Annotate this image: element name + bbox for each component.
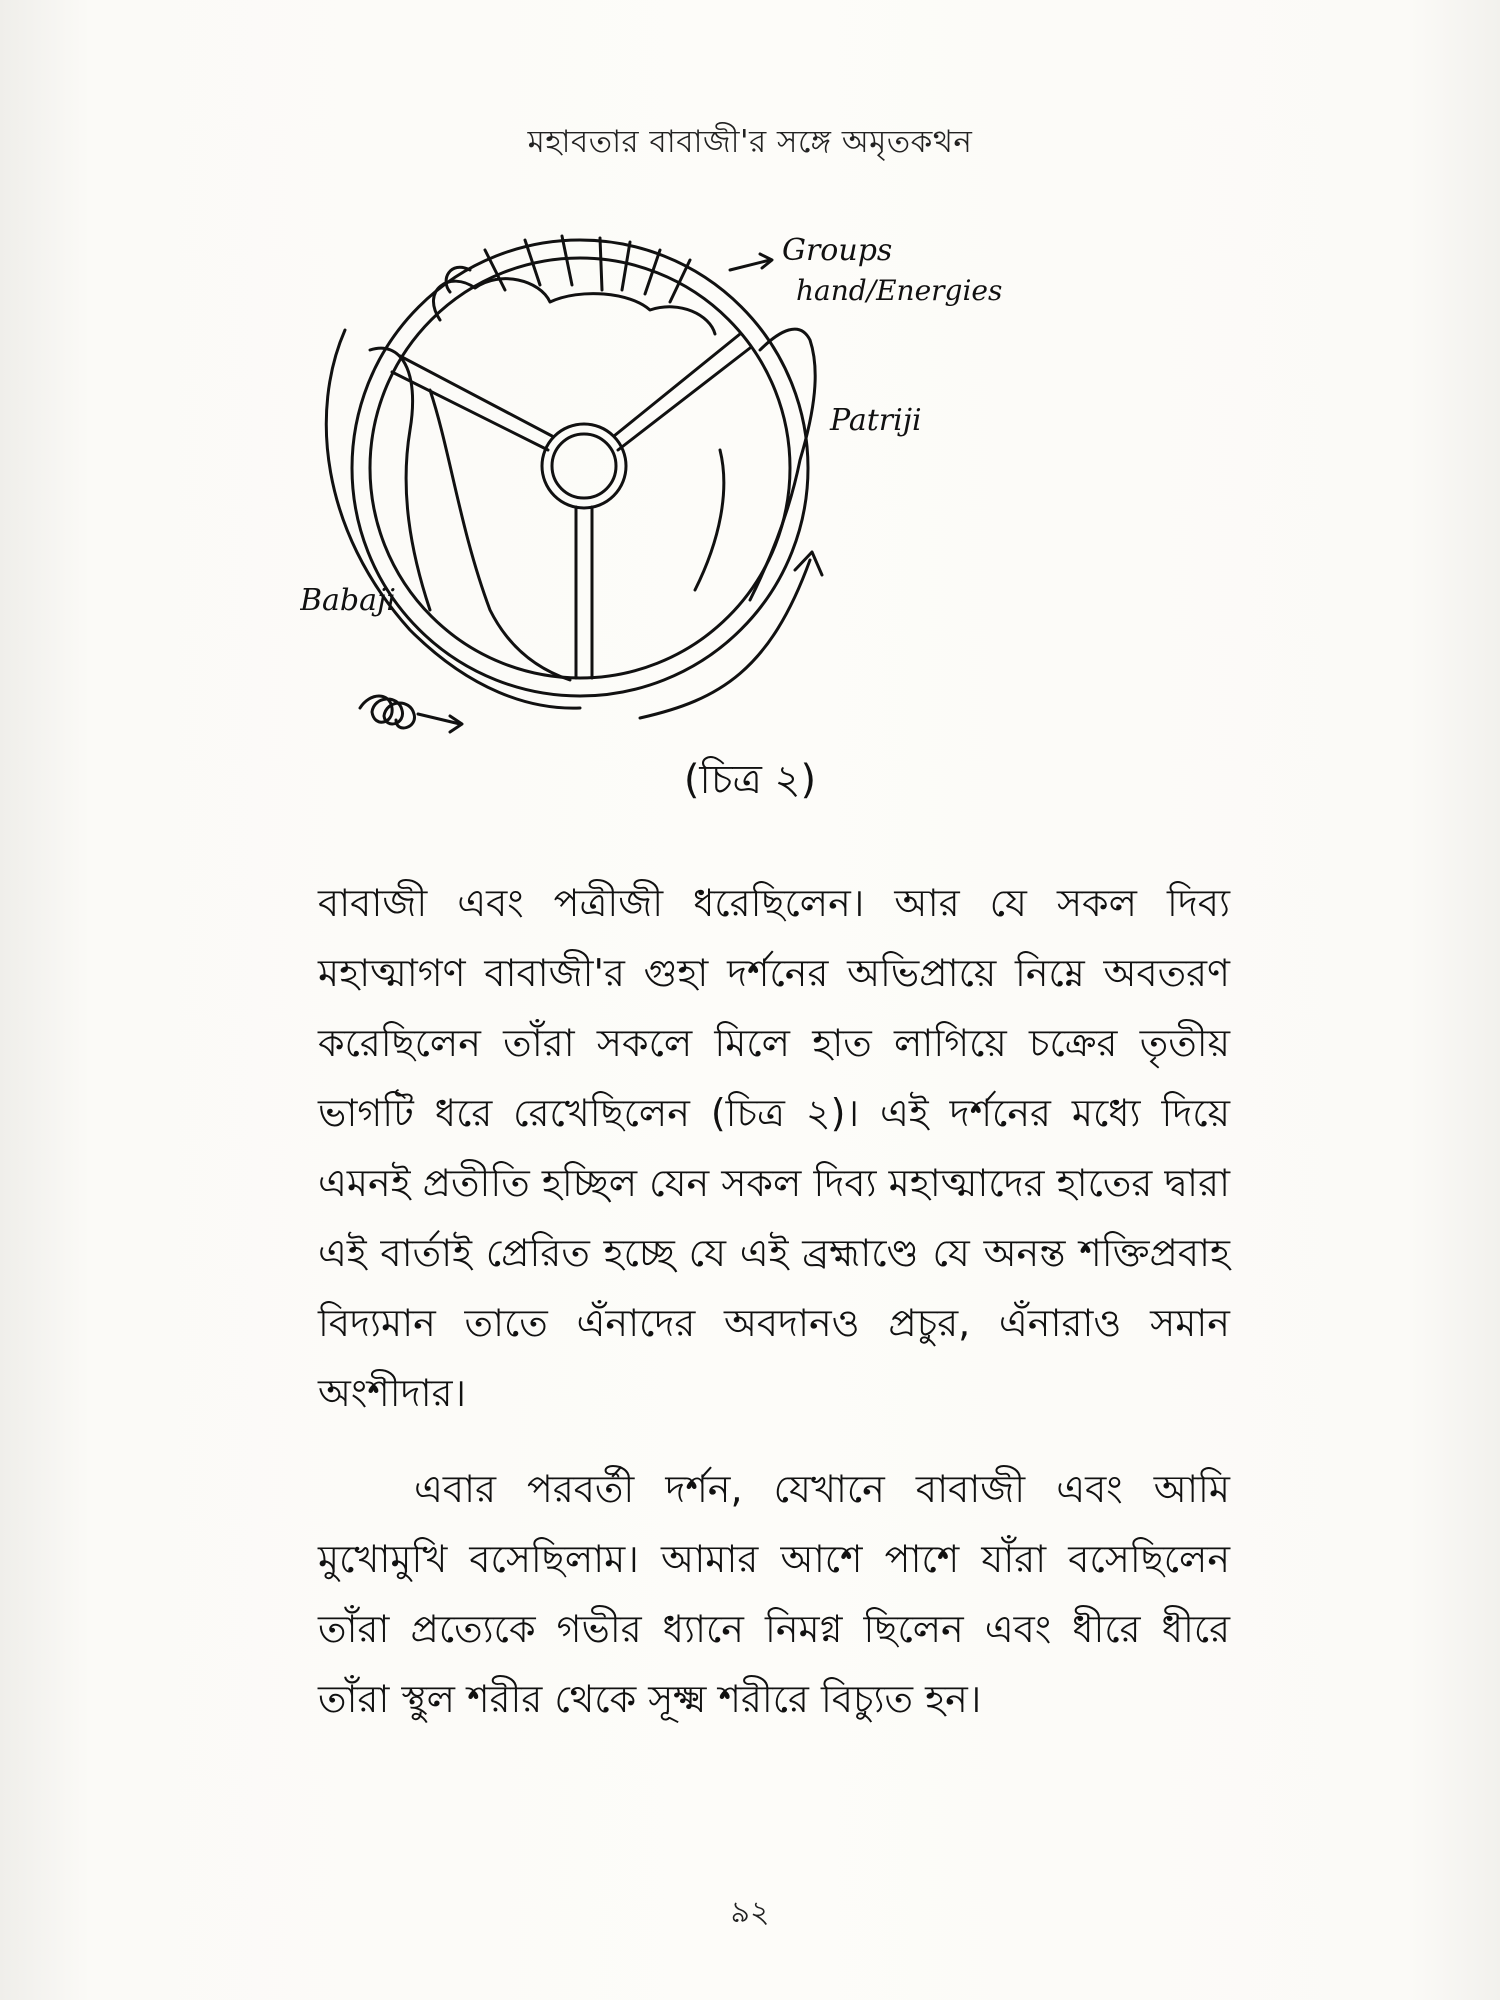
label-groups: Groups: [782, 233, 893, 268]
wheel-inner-rim: [370, 258, 790, 678]
wheel-sketch: [300, 230, 1320, 760]
inner-right-shape: [695, 450, 724, 590]
paragraph-2: এবার পরবর্তী দর্শন, যেখানে বাবাজী এবং আমি মুখোমুখি বসেছিলাম। আমার আশে পাশে যাঁরা বসেছিলেন তাঁরা প্রত্যেকে গভীর ধ্যানে নিমগ্ন ছিলেন এবং ধীরে ধীরে তাঁরা স্থুল শরীর থেকে সূক্ষ্ম শরীরে বিচ্যুত হন।: [318, 1467, 1230, 1721]
wheel-outer-rim: [352, 240, 808, 696]
body-text: [318, 868, 1230, 1734]
figure-caption: (চিত্র ২): [683, 757, 817, 803]
label-babaji: Babaji: [300, 583, 396, 618]
paragraph-1: বাবাজী এবং পত্রীজী ধরেছিলেন। আর যে সকল দিব্য মহাত্মাগণ বাবাজী'র গুহা দর্শনের অভিপ্রায়ে নিম্নে অবতরণ করেছিলেন তাঁরা সকলে মিলে হাত লাগিয়ে চক্রের তৃতীয় ভাগটি ধরে রেখেছিলেন (চিত্র ২)। এই দর্শনের মধ্যে দিয়ে এমনই প্রতীতি হচ্ছিল যেন সকল দিব্য মহাত্মাদের হাতের দ্বারা এই বার্তাই প্রেরিত হচ্ছে যে এই ব্রহ্মাণ্ডে যে অনন্ত শক্তিপ্রবাহ বিদ্যমান তাতে এঁনাদের অবদানও প্রচুর, এঁনারাও সমান অংশীদার।: [318, 881, 1230, 1415]
spoke-upper-left: [392, 356, 552, 450]
coil-squiggle: [360, 696, 414, 728]
label-patriji: Patriji: [830, 403, 922, 438]
right-arrow-arc: [640, 560, 810, 718]
hands-group-top: [446, 236, 690, 302]
label-hand-energies: hand/Energies: [796, 274, 1003, 307]
wheel-hub-inner: [552, 434, 616, 498]
spoke-upper-right: [614, 334, 750, 450]
hands-outline-top: [433, 279, 715, 334]
page-number: ৯২: [730, 1895, 770, 1930]
wheel-sketch-figure: [300, 230, 1320, 760]
left-swoosh: [326, 330, 580, 708]
running-head: মহাবতার বাবাজী'র সঙ্গে অমৃতকথন: [527, 124, 973, 160]
spoke-bottom: [576, 507, 592, 678]
